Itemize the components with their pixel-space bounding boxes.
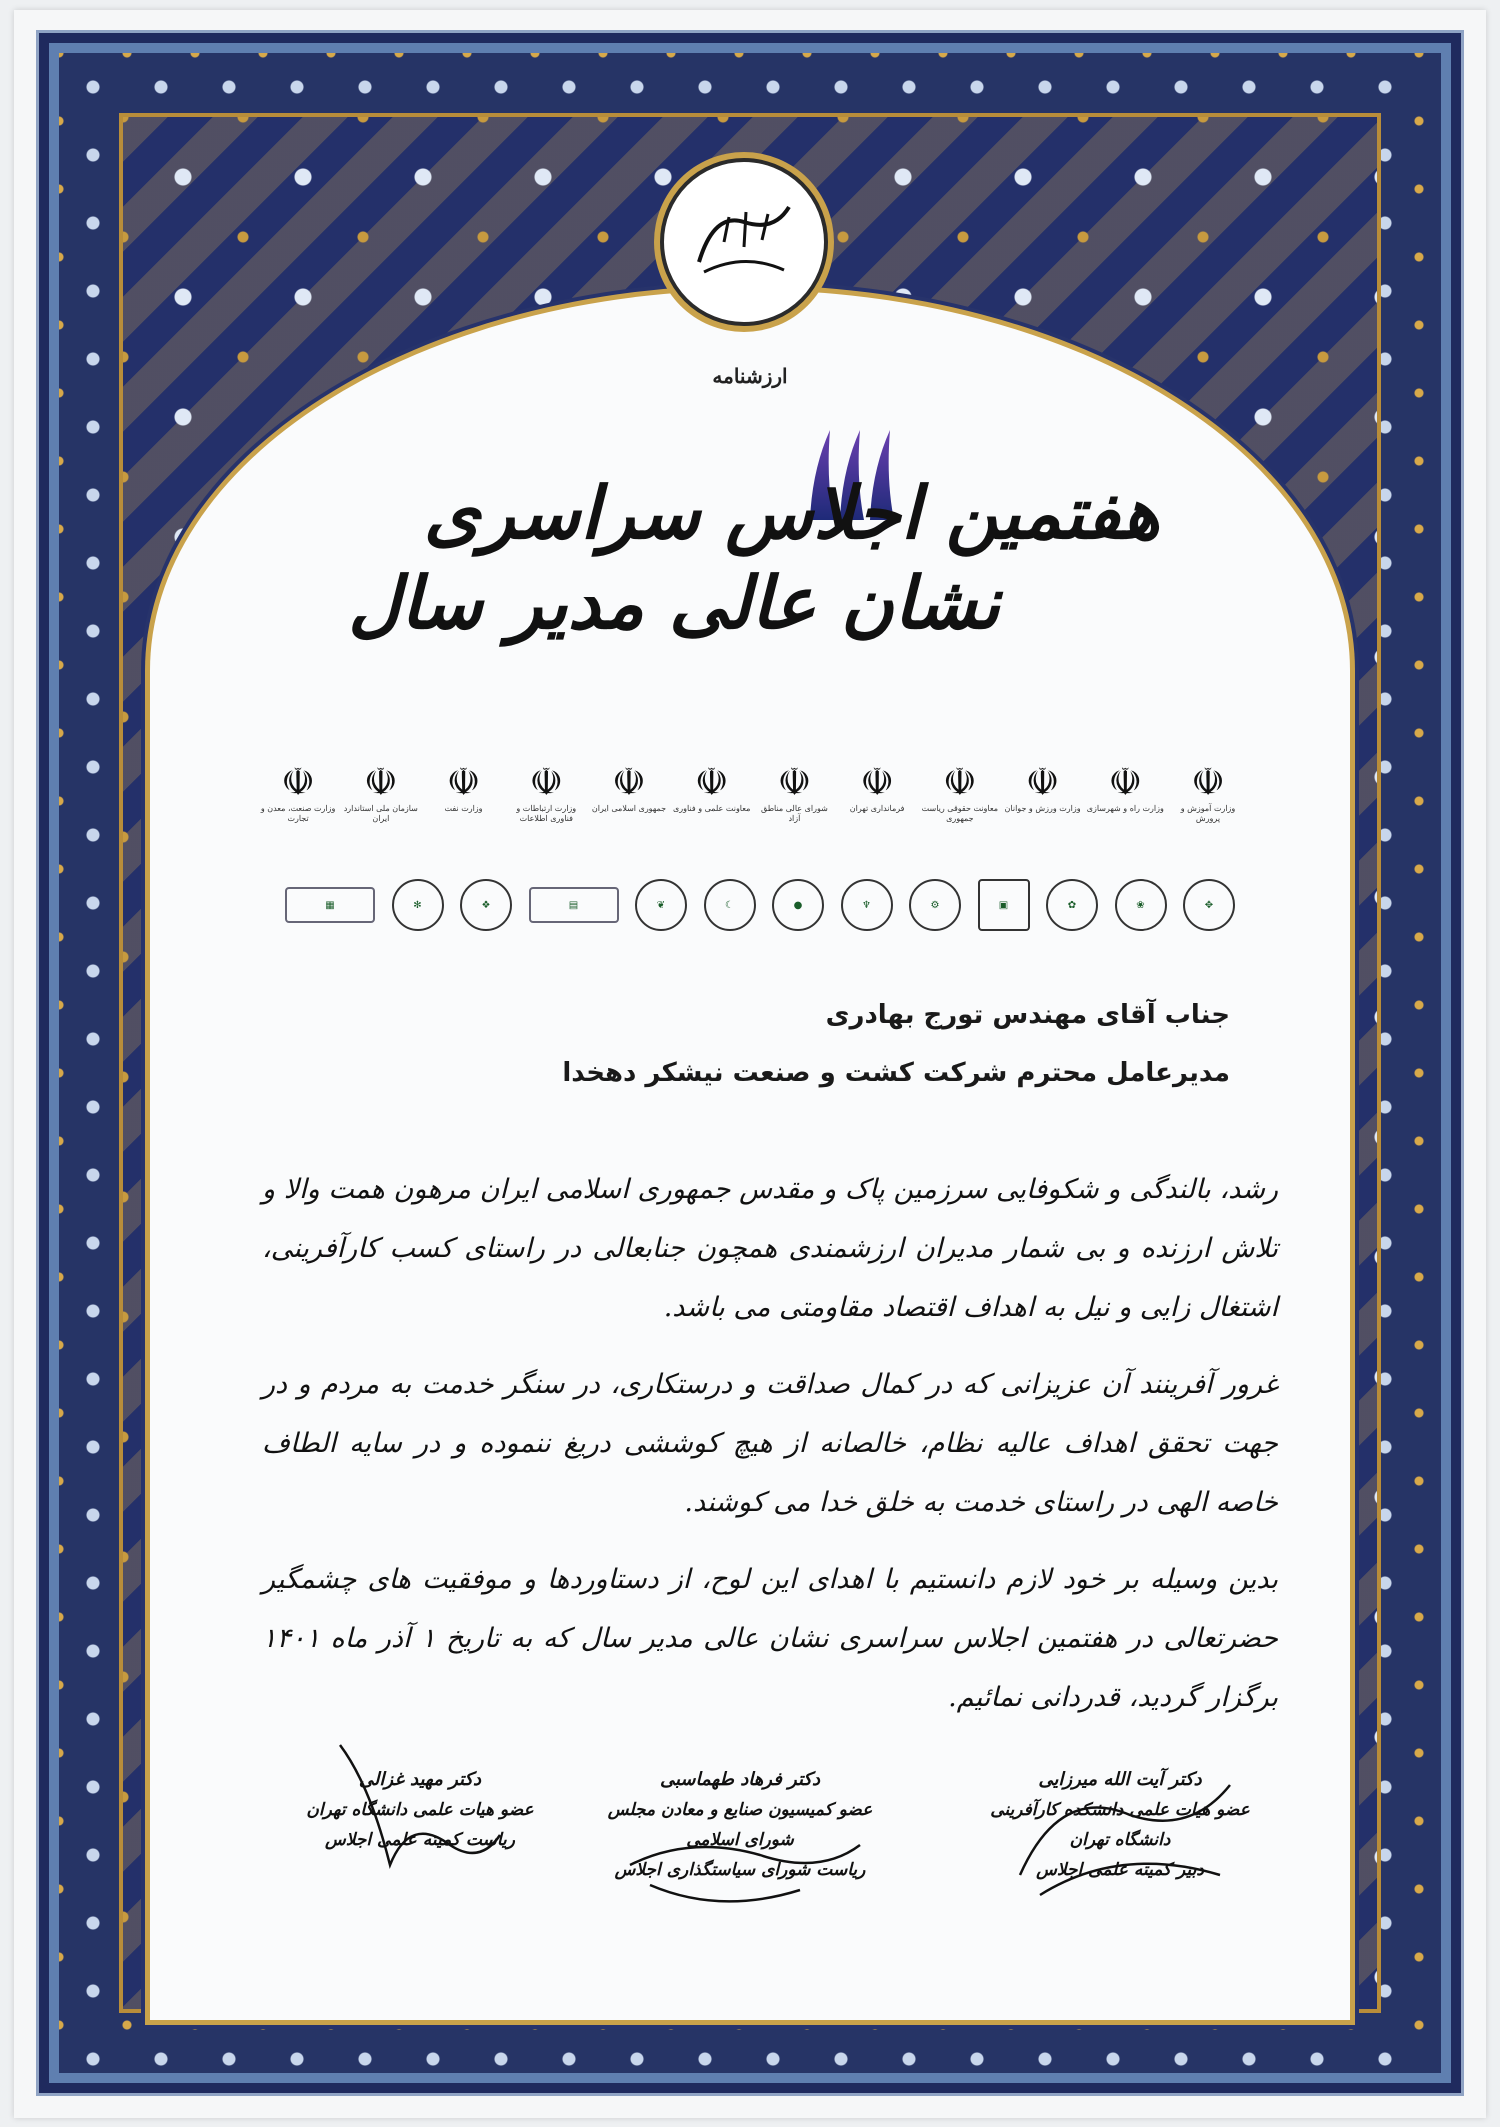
ministry-emblem: ☫ وزارت راه و شهرسازی: [1086, 760, 1164, 813]
signer-name: دکتر آیت الله میرزایی: [1038, 1769, 1202, 1790]
signer-role: ریاست شورای سیاستگذاری اجلاس: [614, 1860, 866, 1880]
org-logo-icon: ❖: [460, 879, 512, 931]
org-logo-icon: ⚙: [909, 879, 961, 931]
signatures-block: [270, 1765, 1270, 1935]
signer-role: ریاست کمیته علمی اجلاس: [324, 1830, 515, 1850]
org-logo-icon: ▣: [978, 879, 1030, 931]
iran-emblem-icon: ☫: [860, 760, 895, 804]
ministry-emblem: ☫ وزارت صنعت، معدن و تجارت: [258, 760, 338, 860]
body-paragraph-2: غرور آفرینند آن عزیزانی که در کمال صداقت و درستکاری، در سنگر خدمت به مردم و در جهت تحقق اهداف عالیه نظام، خالصانه از هیچ کوششی دریغ ننموده و در سایه الطاف خاصه الهی در راستای خدمت به خلق خدا می کوشند.: [262, 1369, 1278, 1518]
body-paragraph-3: بدین وسیله بر خود لازم دانستیم با اهدای این لوح، از دستاوردها و موفقیت های چشمگیر حضرتعالی در هفتمین اجلاس سراسری نشان عالی مدیر سال که به تاریخ ۱ آذر ماه ۱۴۰۱ برگزار گردید، قدردانی نمائیم.: [262, 1564, 1278, 1713]
bismillah-seal: [660, 158, 828, 326]
signer-title: عضو هیات علمی دانشگاه تهران: [306, 1800, 534, 1820]
iran-emblem-icon: ☫: [529, 760, 564, 804]
org-logo-icon: ☾: [704, 879, 756, 931]
ministry-emblem: ☫ معاونت حقوقی ریاست جمهوری: [921, 760, 998, 823]
iran-emblem-icon: ☫: [777, 760, 812, 804]
addressee-position: مدیرعامل محترم شرکت کشت و صنعت نیشکر دهخدا: [562, 1058, 1230, 1088]
org-logo-icon: ♆: [841, 879, 893, 931]
signer-title: عضو کمیسیون صنایع و معادن مجلس شورای اسلامی: [607, 1800, 873, 1850]
ministry-emblem: ☫ معاونت علمی و فناوری: [672, 760, 751, 813]
org-logo-icon: ✥: [1183, 879, 1235, 931]
iran-emblem-icon: ☫: [1190, 760, 1226, 804]
iran-emblem-icon: ☫: [446, 760, 481, 804]
signature-right: [970, 1765, 1270, 1885]
signature-left: [270, 1765, 570, 1855]
signer-name: دکتر مهید غزالی: [358, 1769, 482, 1790]
iran-emblem-icon: ☫: [363, 760, 398, 804]
event-title: [340, 410, 1200, 670]
org-logo-icon: ✻: [392, 879, 444, 931]
org-logo-icon: ▤: [529, 887, 619, 923]
iran-emblem-icon: ☫: [1108, 760, 1143, 804]
org-logo-icon: ✿: [1046, 879, 1098, 931]
org-logo-icon: ❦: [635, 879, 687, 931]
ministry-emblem: ☫ وزارت نفت: [424, 760, 504, 860]
signer-name: دکتر فرهاد طهماسبی: [659, 1769, 821, 1790]
iran-emblem-icon: ☫: [281, 760, 316, 804]
body-paragraph-1: رشد، بالندگی و شکوفایی سرزمین پاک و مقدس جمهوری اسلامی ایران مرهون همت والا و تلاش ارزنده و بی شمار مدیران ارزشمندی همچون جنابعالی در راستای کسب کارآفرینی، اشتغال زایی و نیل به اهداف اقتصاد مقاومتی می باشد.: [262, 1174, 1278, 1323]
organization-logos-row: [285, 875, 1235, 935]
signature-middle: [590, 1765, 890, 1885]
ministry-emblem: ☫ جمهوری اسلامی ایران: [589, 760, 669, 860]
ministry-emblem: ☫ فرمانداری تهران: [837, 760, 917, 860]
ministry-emblem: ☫ شورای عالی مناطق آزاد: [754, 760, 834, 860]
addressee-name: جناب آقای مهندس تورج بهادری: [825, 1000, 1230, 1030]
org-logo-icon: ▦: [285, 887, 375, 923]
calligraphy-seal-icon: [684, 192, 804, 292]
signer-title: عضو هیات علمی دانشکده کارآفرینی دانشگاه تهران: [990, 1800, 1250, 1850]
certificate-body: [262, 1160, 1278, 1745]
org-logo-icon: ❀: [1115, 879, 1167, 931]
iran-emblem-icon: ☫: [1025, 760, 1060, 804]
iran-emblem-icon: ☫: [942, 760, 977, 804]
ministry-emblem: ☫ سازمان ملی استاندارد ایران: [341, 760, 421, 860]
ministry-emblem: ☫ وزارت ورزش و جوانان: [1004, 760, 1081, 813]
certificate-label: ارزشنامه: [712, 364, 788, 388]
title-line-2: نشان عالی مدیر سال: [348, 560, 1000, 645]
org-logo-icon: ●: [772, 879, 824, 931]
iran-emblem-icon: ☫: [694, 760, 729, 804]
ministry-emblem: ☫ وزارت آموزش و پرورش: [1168, 760, 1248, 860]
ministry-emblem: ☫ وزارت ارتباطات و فناوری اطلاعات: [506, 760, 586, 860]
ministry-emblems-row: [258, 760, 1248, 860]
title-line-1: هفتمین اجلاس سراسری: [423, 470, 1160, 555]
iran-emblem-icon: ☫: [611, 760, 646, 804]
signer-role: دبیر کمیته علمی اجلاس: [1036, 1860, 1204, 1880]
